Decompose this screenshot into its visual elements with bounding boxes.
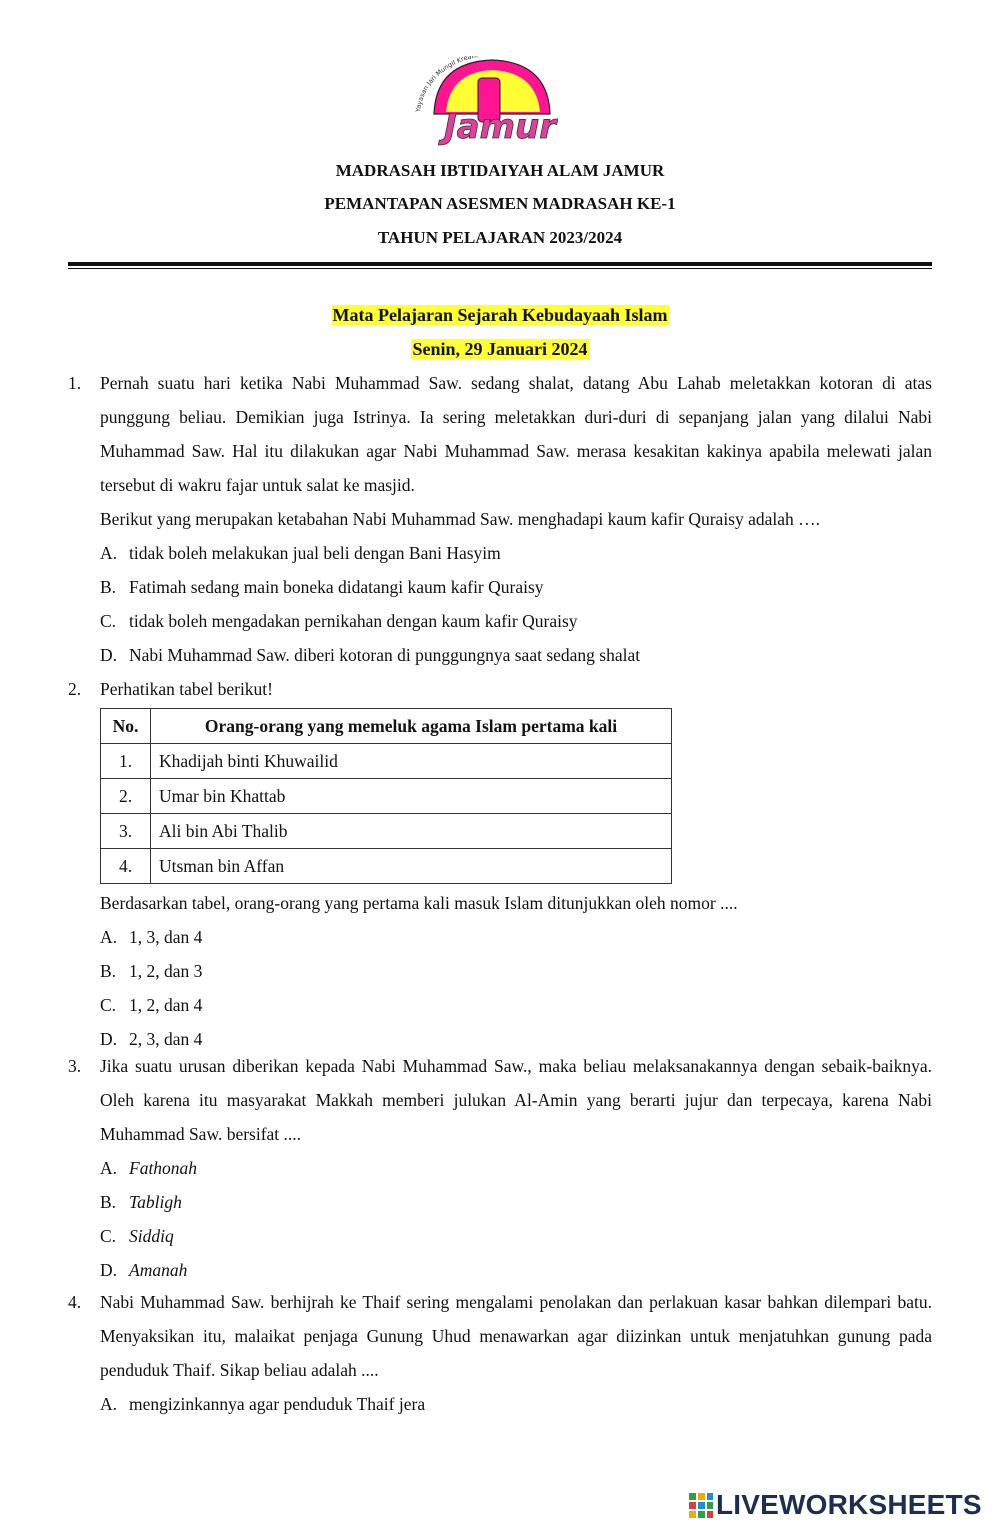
option-label: D. <box>100 1029 118 1049</box>
option-a[interactable] <box>100 1387 932 1421</box>
option-c[interactable] <box>100 604 932 638</box>
table-row <box>101 814 672 849</box>
school-logo <box>412 56 582 148</box>
question-text: Pernah suatu hari ketika Nabi Muhammad Saw. sedang shalat, datang Abu Lahab meletakkan kotoran di atas punggung beliau. Demikian juga Istrinya. Ia sering meletakkan duri-duri di sepanjang jalan yang dilalui Nabi Muhammad Saw. Hal itu dilakukan agar Nabi Muhammad Saw. merasa kesakitan kakinya apabila melewati jalan tersebut di wakru fajar untuk salat ke masjid. <box>100 373 932 495</box>
question-2 <box>68 672 932 1056</box>
question-number: 4. <box>68 1292 82 1312</box>
option-b[interactable] <box>100 1185 932 1219</box>
option-text: tidak boleh melakukan jual beli dengan Bani Hasyim <box>129 543 501 563</box>
table-cell-no: 3. <box>101 814 151 849</box>
option-text: Siddiq <box>129 1226 174 1246</box>
option-text: Tabligh <box>129 1192 182 1212</box>
option-label: A. <box>100 1394 118 1414</box>
option-text: 1, 3, dan 4 <box>129 927 203 947</box>
table-cell-name: Utsman bin Affan <box>151 849 672 884</box>
question-stem: Berikut yang merupakan ketabahan Nabi Muhammad Saw. menghadapi kaum kafir Quraisy adalah …. <box>100 509 821 529</box>
question-4 <box>68 1285 932 1421</box>
table-row <box>101 744 672 779</box>
table-header-no: No. <box>101 709 151 744</box>
option-label: A. <box>100 927 118 947</box>
option-text: 1, 2, dan 3 <box>129 961 203 981</box>
jamur-mushroom-logo-icon <box>412 56 582 148</box>
question-number: 1. <box>68 373 82 393</box>
option-text: Nabi Muhammad Saw. diberi kotoran di punggungnya saat sedang shalat <box>129 645 641 665</box>
table-row <box>101 779 672 814</box>
option-label: D. <box>100 1260 118 1280</box>
option-c[interactable] <box>100 988 932 1022</box>
liveworksheets-logo-icon <box>688 1491 714 1521</box>
question-stem: Berdasarkan tabel, orang-orang yang pertama kali masuk Islam ditunjukkan oleh nomor .... <box>100 893 738 913</box>
table-cell-no: 2. <box>101 779 151 814</box>
liveworksheets-watermark[interactable] <box>688 1488 988 1522</box>
svg-text:Yayasan Jari Mungil Kreatif: Yayasan Jari Mungil Kreat <box>414 56 475 113</box>
option-text: 1, 2, dan 4 <box>129 995 203 1015</box>
header-divider-thin <box>68 268 932 269</box>
question-number: 2. <box>68 679 82 699</box>
option-label: B. <box>100 1192 117 1212</box>
option-text: Fatimah sedang main boneka didatangi kaum kafir Quraisy <box>129 577 544 597</box>
option-a[interactable] <box>100 1151 932 1185</box>
option-text: Fathonah <box>129 1158 198 1178</box>
school-name: MADRASAH IBTIDAIYAH ALAM JAMUR <box>335 161 665 180</box>
exam-date-text: Senin, 29 Januari 2024 <box>412 339 588 359</box>
option-a[interactable] <box>100 920 932 954</box>
subject-title <box>0 305 1000 326</box>
question-number: 3. <box>68 1056 82 1076</box>
svg-text:Jamur: Jamur <box>444 107 556 147</box>
table-cell-name: Khadijah binti Khuwailid <box>151 744 672 779</box>
option-b[interactable] <box>100 954 932 988</box>
option-label: D. <box>100 645 118 665</box>
table-cell-no: 4. <box>101 849 151 884</box>
option-label: B. <box>100 577 117 597</box>
option-label: B. <box>100 961 117 981</box>
option-text: Amanah <box>129 1260 188 1280</box>
question-3 <box>68 1049 932 1287</box>
option-a[interactable] <box>100 536 932 570</box>
option-text: 2, 3, dan 4 <box>129 1029 203 1049</box>
table-header-row <box>101 709 672 744</box>
table-cell-name: Ali bin Abi Thalib <box>151 814 672 849</box>
option-label: C. <box>100 611 117 631</box>
option-label: C. <box>100 1226 117 1246</box>
option-label: A. <box>100 543 118 563</box>
exam-date <box>0 339 1000 360</box>
option-b[interactable] <box>100 570 932 604</box>
option-label: C. <box>100 995 117 1015</box>
header-divider-thick <box>68 262 932 266</box>
question-1 <box>68 366 932 672</box>
exam-title: PEMANTAPAN ASESMEN MADRASAH KE-1 <box>324 194 676 213</box>
table-row <box>101 849 672 884</box>
option-text: mengizinkannya agar penduduk Thaif jera <box>129 1394 426 1414</box>
question-text: Jika suatu urusan diberikan kepada Nabi Muhammad Saw., maka beliau melaksanakannya dengan sebaik-baiknya. Oleh karena itu masyarakat Makkah memberi julukan Al-Amin yang berarti jujur dan terpecaya, karena Nabi Muhammad Saw. bersifat .... <box>100 1056 932 1144</box>
question-text: Nabi Muhammad Saw. berhijrah ke Thaif sering mengalami penolakan dan perlakuan kasar bahkan dilempari batu. Menyaksikan itu, malaikat penjaga Gunung Uhud menawarkan agar diizinkan untuk menjatuhkan gunung pada penduduk Thaif. Sikap beliau adalah .... <box>100 1292 932 1380</box>
liveworksheets-wordmark: LIVEWORKSHEETS <box>716 1489 982 1520</box>
table-header-name: Orang-orang yang memeluk agama Islam pertama kali <box>151 709 672 744</box>
option-label: A. <box>100 1158 118 1178</box>
table-cell-name: Umar bin Khattab <box>151 779 672 814</box>
option-text: tidak boleh mengadakan pernikahan dengan kaum kafir Quraisy <box>129 611 578 631</box>
subject-title-text: Mata Pelajaran Sejarah Kebudayaah Islam <box>332 305 668 325</box>
converts-table <box>100 708 672 884</box>
table-cell-no: 1. <box>101 744 151 779</box>
academic-year: TAHUN PELAJARAN 2023/2024 <box>377 228 623 247</box>
option-c[interactable] <box>100 1219 932 1253</box>
question-text: Perhatikan tabel berikut! <box>100 679 273 699</box>
option-d[interactable] <box>100 638 932 672</box>
option-d[interactable] <box>100 1253 932 1287</box>
